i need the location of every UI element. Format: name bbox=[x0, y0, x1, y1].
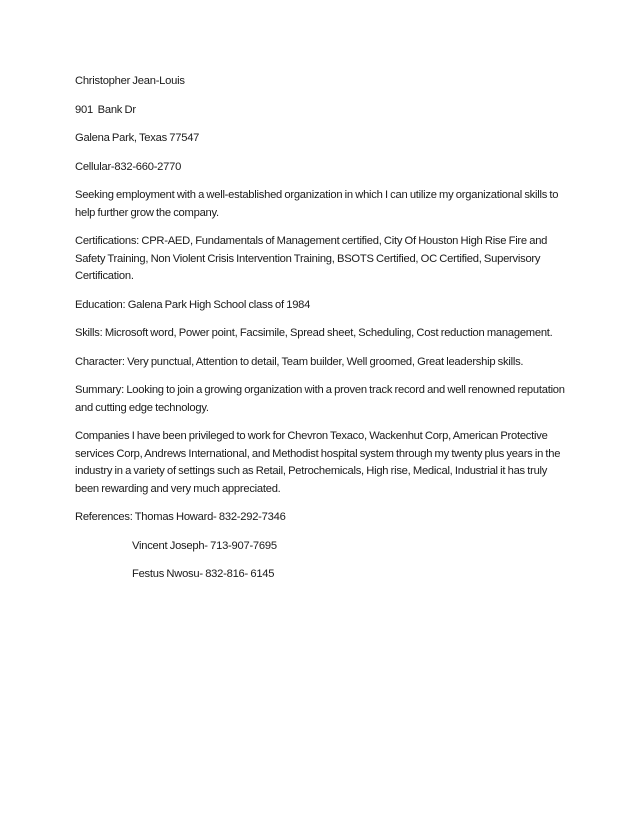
reference-1: References: Thomas Howard- 832-292-7346 bbox=[75, 511, 286, 523]
address-line-1: 901 Bank Dr bbox=[75, 103, 136, 116]
reference-2: Vincent Joseph- 713-907-7695 bbox=[132, 539, 277, 552]
reference-3: Festus Nwosu- 832-816- 6145 bbox=[132, 568, 275, 580]
certifications-paragraph: Certifications: CPR-AED, Fundamentals of Management certified, City Of Houston High Rise Fire and Safety Training, Non Violent Crisis Intervention Training, BSOTS Certified, OC Certified, Supervisory Certification. bbox=[75, 235, 548, 282]
companies-paragraph: Companies I have been privileged to work for Chevron Texaco, Wackenhut Corp, American Protective services Corp, Andrews International, and Methodist hospital system through my twenty plus years in the industry in a variety of settings such as Retail, Petrochemicals, High rise, Medical, Industrial it has truly been rewarding and very much appreciated. bbox=[75, 430, 561, 495]
summary-paragraph: Summary: Looking to join a growing organization with a proven track record and well renowned reputation and cutting edge technology. bbox=[75, 384, 565, 414]
phone-number: Cellular-832-660-2770 bbox=[75, 160, 182, 173]
resume-body bbox=[75, 73, 565, 595]
resume-name: Christopher Jean-Louis bbox=[75, 75, 185, 87]
character-paragraph: Character: Very punctual, Attention to detail, Team builder, Well groomed, Great leadership skills. bbox=[75, 355, 524, 368]
skills-paragraph: Skills: Microsoft word, Power point, Facsimile, Spread sheet, Scheduling, Cost reduction management. bbox=[75, 327, 553, 339]
objective-paragraph: Seeking employment with a well-established organization in which I can utilize my organizational skills to help further grow the company. bbox=[75, 189, 559, 219]
address-line-2: Galena Park, Texas 77547 bbox=[75, 132, 200, 144]
education-paragraph: Education: Galena Park High School class of 1984 bbox=[75, 298, 311, 311]
